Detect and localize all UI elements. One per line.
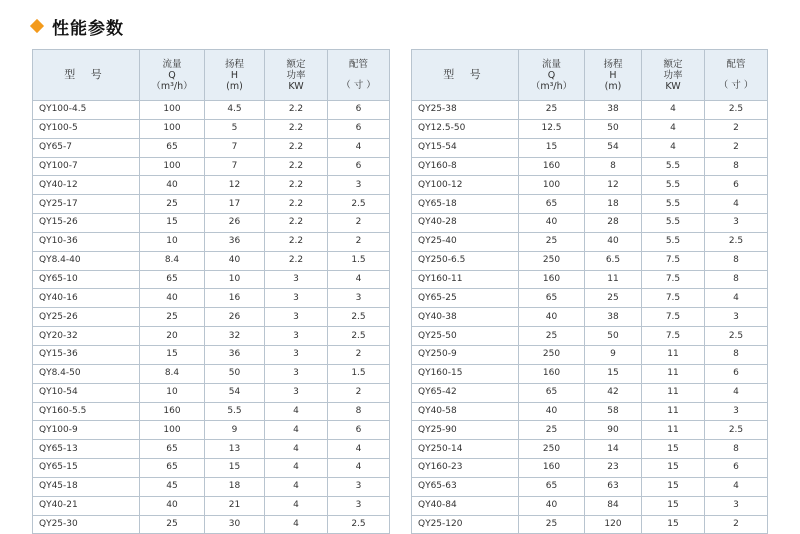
cell-model: QY250-14 (412, 440, 519, 459)
cell-flow: 40 (519, 214, 585, 233)
cell-power: 3 (265, 345, 328, 364)
cell-flow: 65 (140, 440, 205, 459)
table-row (33, 383, 390, 402)
cell-model: QY25-120 (412, 515, 519, 534)
cell-power: 15 (642, 515, 705, 534)
cell-head: 15 (585, 364, 642, 383)
cell-head: 38 (585, 308, 642, 327)
header-power: 额定 功率 KW (265, 50, 328, 101)
cell-flow: 25 (519, 232, 585, 251)
cell-head: 16 (205, 289, 265, 308)
cell-model: QY25-38 (412, 101, 519, 120)
cell-flow: 65 (519, 477, 585, 496)
table-row (33, 327, 390, 346)
cell-power: 11 (642, 383, 705, 402)
cell-power: 2.2 (265, 138, 328, 157)
cell-pipe: 6 (328, 421, 390, 440)
cell-power: 5.5 (642, 157, 705, 176)
cell-model: QY25-26 (33, 308, 140, 327)
table-row (412, 251, 768, 270)
cell-flow: 40 (519, 402, 585, 421)
cell-power: 2.2 (265, 251, 328, 270)
cell-power: 3 (265, 289, 328, 308)
cell-pipe: 4 (705, 289, 768, 308)
cell-power: 5.5 (642, 195, 705, 214)
cell-model: QY65-15 (33, 459, 140, 478)
cell-model: QY25-40 (412, 232, 519, 251)
cell-flow: 160 (519, 157, 585, 176)
cell-pipe: 3 (705, 214, 768, 233)
cell-model: QY10-54 (33, 383, 140, 402)
cell-power: 4 (265, 477, 328, 496)
cell-head: 12 (585, 176, 642, 195)
cell-pipe: 2 (705, 515, 768, 534)
cell-head: 32 (205, 327, 265, 346)
cell-head: 15 (205, 459, 265, 478)
section-header (32, 14, 124, 38)
table-row (33, 214, 390, 233)
header-pipe: 配管 （ 寸 ） (705, 50, 768, 101)
table-row (33, 402, 390, 421)
cell-pipe: 4 (328, 459, 390, 478)
cell-head: 9 (585, 345, 642, 364)
cell-model: QY65-63 (412, 477, 519, 496)
cell-flow: 25 (519, 327, 585, 346)
cell-power: 5.5 (642, 232, 705, 251)
cell-power: 7.5 (642, 251, 705, 270)
cell-model: QY160-23 (412, 459, 519, 478)
table-row (33, 251, 390, 270)
table-row (412, 232, 768, 251)
cell-model: QY40-21 (33, 496, 140, 515)
performance-table-right (411, 49, 768, 534)
cell-head: 13 (205, 440, 265, 459)
cell-pipe: 2.5 (705, 327, 768, 346)
table-row (412, 214, 768, 233)
table-row (33, 496, 390, 515)
cell-model: QY40-58 (412, 402, 519, 421)
cell-pipe: 4 (328, 440, 390, 459)
cell-pipe: 8 (705, 440, 768, 459)
cell-pipe: 2.5 (328, 515, 390, 534)
table-row (33, 157, 390, 176)
cell-head: 4.5 (205, 101, 265, 120)
cell-model: QY12.5-50 (412, 119, 519, 138)
cell-flow: 100 (140, 101, 205, 120)
table-row (412, 364, 768, 383)
cell-head: 25 (585, 289, 642, 308)
cell-power: 2.2 (265, 119, 328, 138)
table-row (412, 421, 768, 440)
cell-flow: 10 (140, 383, 205, 402)
cell-pipe: 3 (705, 402, 768, 421)
cell-flow: 250 (519, 251, 585, 270)
section-title: 性能参数 (52, 18, 124, 39)
performance-table-left (32, 49, 390, 534)
table-row (33, 459, 390, 478)
header-power: 额定 功率 KW (642, 50, 705, 101)
cell-flow: 160 (140, 402, 205, 421)
cell-pipe: 6 (328, 119, 390, 138)
header-model: 型 号 (412, 50, 519, 101)
cell-flow: 8.4 (140, 364, 205, 383)
cell-model: QY10-36 (33, 232, 140, 251)
cell-model: QY40-38 (412, 308, 519, 327)
cell-power: 4 (642, 101, 705, 120)
cell-flow: 40 (140, 496, 205, 515)
cell-power: 3 (265, 364, 328, 383)
table-row (33, 421, 390, 440)
cell-model: QY100-12 (412, 176, 519, 195)
cell-model: QY65-7 (33, 138, 140, 157)
cell-model: QY25-50 (412, 327, 519, 346)
cell-head: 23 (585, 459, 642, 478)
cell-head: 120 (585, 515, 642, 534)
cell-flow: 65 (140, 138, 205, 157)
table-row (412, 195, 768, 214)
table-row (33, 289, 390, 308)
cell-pipe: 2 (328, 383, 390, 402)
cell-model: QY25-30 (33, 515, 140, 534)
table-row (33, 270, 390, 289)
cell-flow: 65 (519, 383, 585, 402)
cell-pipe: 8 (705, 345, 768, 364)
cell-pipe: 3 (328, 289, 390, 308)
cell-flow: 100 (140, 119, 205, 138)
cell-model: QY40-12 (33, 176, 140, 195)
cell-power: 2.2 (265, 157, 328, 176)
cell-power: 3 (265, 308, 328, 327)
cell-model: QY100-9 (33, 421, 140, 440)
cell-head: 54 (585, 138, 642, 157)
cell-model: QY15-26 (33, 214, 140, 233)
cell-flow: 65 (140, 459, 205, 478)
cell-head: 26 (205, 214, 265, 233)
cell-model: QY8.4-40 (33, 251, 140, 270)
cell-pipe: 2.5 (328, 308, 390, 327)
cell-pipe: 6 (705, 364, 768, 383)
table-row (33, 364, 390, 383)
table-row (33, 195, 390, 214)
cell-head: 42 (585, 383, 642, 402)
table-row (412, 402, 768, 421)
cell-head: 5.5 (205, 402, 265, 421)
cell-model: QY160-11 (412, 270, 519, 289)
cell-flow: 45 (140, 477, 205, 496)
table-row (33, 440, 390, 459)
cell-flow: 40 (140, 289, 205, 308)
cell-flow: 15 (519, 138, 585, 157)
table-row (412, 477, 768, 496)
cell-power: 4 (265, 402, 328, 421)
diamond-bullet-icon (30, 19, 44, 33)
cell-flow: 40 (519, 308, 585, 327)
cell-head: 5 (205, 119, 265, 138)
cell-model: QY65-18 (412, 195, 519, 214)
cell-head: 50 (205, 364, 265, 383)
cell-flow: 250 (519, 345, 585, 364)
cell-head: 7 (205, 138, 265, 157)
table-row (33, 477, 390, 496)
table-header-row (412, 50, 768, 101)
cell-head: 38 (585, 101, 642, 120)
cell-power: 11 (642, 402, 705, 421)
cell-flow: 250 (519, 440, 585, 459)
cell-flow: 25 (140, 515, 205, 534)
cell-flow: 25 (140, 195, 205, 214)
table-row (412, 270, 768, 289)
table-row (412, 157, 768, 176)
cell-head: 30 (205, 515, 265, 534)
cell-pipe: 2.5 (705, 101, 768, 120)
cell-flow: 160 (519, 270, 585, 289)
cell-head: 6.5 (585, 251, 642, 270)
cell-power: 4 (642, 138, 705, 157)
cell-head: 36 (205, 345, 265, 364)
cell-flow: 10 (140, 232, 205, 251)
cell-pipe: 1.5 (328, 251, 390, 270)
cell-model: QY65-13 (33, 440, 140, 459)
cell-pipe: 8 (705, 270, 768, 289)
cell-power: 15 (642, 477, 705, 496)
cell-head: 58 (585, 402, 642, 421)
cell-model: QY15-54 (412, 138, 519, 157)
cell-model: QY25-90 (412, 421, 519, 440)
cell-power: 7.5 (642, 289, 705, 308)
table-row (412, 119, 768, 138)
cell-pipe: 2.5 (328, 195, 390, 214)
cell-model: QY250-6.5 (412, 251, 519, 270)
cell-pipe: 4 (705, 477, 768, 496)
cell-head: 10 (205, 270, 265, 289)
cell-head: 36 (205, 232, 265, 251)
cell-power: 2.2 (265, 176, 328, 195)
cell-model: QY40-84 (412, 496, 519, 515)
table-row (33, 176, 390, 195)
cell-model: QY65-25 (412, 289, 519, 308)
cell-pipe: 6 (328, 101, 390, 120)
table-row (412, 459, 768, 478)
table-row (33, 138, 390, 157)
table-row (33, 308, 390, 327)
cell-pipe: 2.5 (705, 232, 768, 251)
cell-power: 11 (642, 421, 705, 440)
cell-power: 5.5 (642, 176, 705, 195)
cell-head: 50 (585, 119, 642, 138)
cell-model: QY100-4.5 (33, 101, 140, 120)
cell-pipe: 3 (328, 496, 390, 515)
cell-pipe: 8 (328, 402, 390, 421)
cell-pipe: 2 (705, 138, 768, 157)
header-head: 扬程 H (m) (585, 50, 642, 101)
table-row (412, 515, 768, 534)
cell-flow: 15 (140, 345, 205, 364)
cell-head: 11 (585, 270, 642, 289)
cell-power: 5.5 (642, 214, 705, 233)
cell-model: QY20-32 (33, 327, 140, 346)
cell-head: 7 (205, 157, 265, 176)
cell-pipe: 4 (328, 138, 390, 157)
table-row (33, 515, 390, 534)
cell-model: QY160-15 (412, 364, 519, 383)
table-row (33, 101, 390, 120)
cell-power: 7.5 (642, 327, 705, 346)
cell-model: QY160-5.5 (33, 402, 140, 421)
cell-pipe: 1.5 (328, 364, 390, 383)
cell-model: QY8.4-50 (33, 364, 140, 383)
cell-head: 90 (585, 421, 642, 440)
cell-head: 63 (585, 477, 642, 496)
cell-head: 26 (205, 308, 265, 327)
cell-model: QY160-8 (412, 157, 519, 176)
cell-flow: 25 (519, 421, 585, 440)
table-row (33, 345, 390, 364)
cell-pipe: 2.5 (705, 421, 768, 440)
cell-power: 2.2 (265, 195, 328, 214)
cell-model: QY65-10 (33, 270, 140, 289)
cell-head: 17 (205, 195, 265, 214)
cell-power: 4 (265, 459, 328, 478)
cell-head: 84 (585, 496, 642, 515)
cell-model: QY15-36 (33, 345, 140, 364)
cell-pipe: 3 (328, 176, 390, 195)
cell-pipe: 4 (328, 270, 390, 289)
table-header-row (33, 50, 390, 101)
cell-flow: 15 (140, 214, 205, 233)
cell-power: 2.2 (265, 101, 328, 120)
cell-head: 8 (585, 157, 642, 176)
header-pipe: 配管 （ 寸 ） (328, 50, 390, 101)
header-head: 扬程 H (m) (205, 50, 265, 101)
cell-flow: 25 (519, 101, 585, 120)
cell-flow: 8.4 (140, 251, 205, 270)
cell-flow: 12.5 (519, 119, 585, 138)
cell-power: 4 (265, 496, 328, 515)
cell-head: 14 (585, 440, 642, 459)
table-row (412, 383, 768, 402)
table-row (412, 496, 768, 515)
table-row (412, 138, 768, 157)
cell-power: 2.2 (265, 232, 328, 251)
table-row (412, 308, 768, 327)
cell-head: 40 (205, 251, 265, 270)
cell-power: 11 (642, 364, 705, 383)
cell-model: QY250-9 (412, 345, 519, 364)
table-row (412, 101, 768, 120)
cell-power: 7.5 (642, 270, 705, 289)
cell-flow: 40 (519, 496, 585, 515)
table-row (412, 327, 768, 346)
cell-head: 21 (205, 496, 265, 515)
cell-pipe: 4 (705, 195, 768, 214)
cell-model: QY65-42 (412, 383, 519, 402)
cell-model: QY40-28 (412, 214, 519, 233)
cell-pipe: 2 (328, 214, 390, 233)
cell-head: 18 (585, 195, 642, 214)
cell-flow: 100 (519, 176, 585, 195)
cell-flow: 160 (519, 459, 585, 478)
cell-head: 18 (205, 477, 265, 496)
cell-pipe: 2 (705, 119, 768, 138)
cell-head: 28 (585, 214, 642, 233)
cell-power: 7.5 (642, 308, 705, 327)
cell-model: QY25-17 (33, 195, 140, 214)
cell-flow: 65 (519, 289, 585, 308)
cell-pipe: 6 (705, 176, 768, 195)
cell-flow: 65 (519, 195, 585, 214)
cell-model: QY100-7 (33, 157, 140, 176)
cell-flow: 25 (519, 515, 585, 534)
cell-pipe: 8 (705, 157, 768, 176)
cell-power: 4 (642, 119, 705, 138)
cell-pipe: 3 (328, 477, 390, 496)
cell-power: 3 (265, 383, 328, 402)
cell-pipe: 2 (328, 232, 390, 251)
cell-power: 3 (265, 270, 328, 289)
table-row (33, 119, 390, 138)
cell-power: 2.2 (265, 214, 328, 233)
table-row (412, 176, 768, 195)
cell-model: QY40-16 (33, 289, 140, 308)
cell-flow: 65 (140, 270, 205, 289)
cell-flow: 100 (140, 421, 205, 440)
cell-power: 15 (642, 459, 705, 478)
cell-pipe: 6 (705, 459, 768, 478)
cell-pipe: 3 (705, 496, 768, 515)
header-model: 型 号 (33, 50, 140, 101)
cell-pipe: 2.5 (328, 327, 390, 346)
cell-power: 15 (642, 440, 705, 459)
table-row (412, 345, 768, 364)
cell-power: 4 (265, 421, 328, 440)
table-row (33, 232, 390, 251)
header-flow: 流量 Q （m³/h） (140, 50, 205, 101)
cell-flow: 40 (140, 176, 205, 195)
cell-pipe: 4 (705, 383, 768, 402)
cell-flow: 25 (140, 308, 205, 327)
cell-flow: 160 (519, 364, 585, 383)
cell-head: 54 (205, 383, 265, 402)
cell-head: 40 (585, 232, 642, 251)
cell-power: 4 (265, 515, 328, 534)
table-row (412, 440, 768, 459)
cell-head: 12 (205, 176, 265, 195)
cell-power: 3 (265, 327, 328, 346)
cell-pipe: 2 (328, 345, 390, 364)
cell-head: 9 (205, 421, 265, 440)
cell-pipe: 3 (705, 308, 768, 327)
cell-flow: 20 (140, 327, 205, 346)
table-row (412, 289, 768, 308)
cell-pipe: 8 (705, 251, 768, 270)
cell-model: QY45-18 (33, 477, 140, 496)
cell-power: 15 (642, 496, 705, 515)
header-flow: 流量 Q （m³/h） (519, 50, 585, 101)
cell-flow: 100 (140, 157, 205, 176)
cell-pipe: 6 (328, 157, 390, 176)
cell-model: QY100-5 (33, 119, 140, 138)
cell-power: 11 (642, 345, 705, 364)
cell-power: 4 (265, 440, 328, 459)
cell-head: 50 (585, 327, 642, 346)
